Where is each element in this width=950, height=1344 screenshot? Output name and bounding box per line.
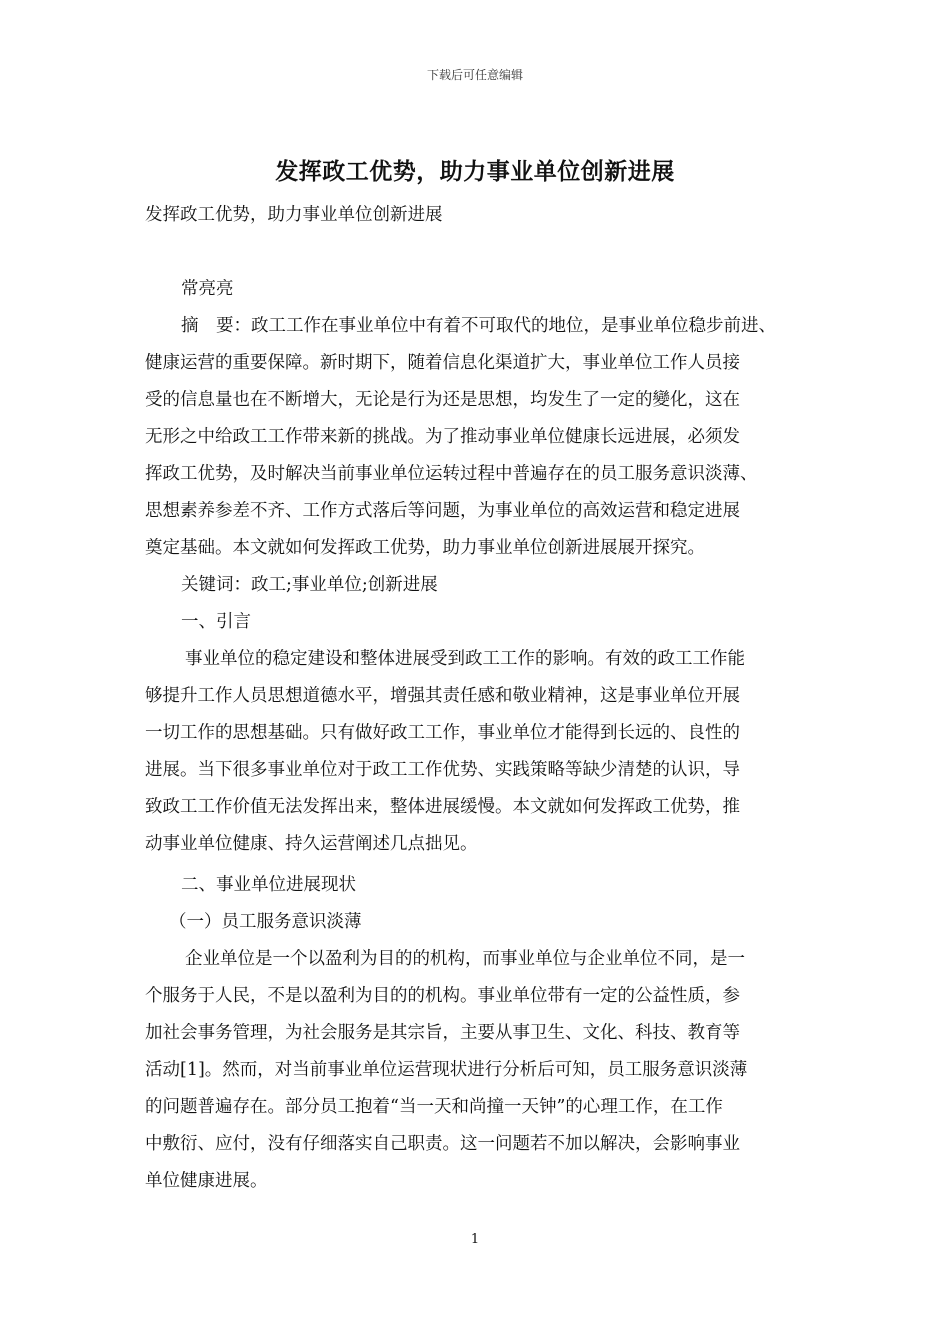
subsection-paragraph — [145, 941, 807, 1200]
section-heading-introduction: 一、引言 — [181, 612, 251, 632]
document-title: 发挥政工优势，助力事业单位创新进展 — [275, 158, 675, 185]
paragraph-line: 单位健康进展。 — [145, 1171, 268, 1191]
header-note: 下载后可任意编辑 — [426, 68, 523, 82]
paragraph-line: 加社会事务管理，为社会服务是其宗旨，主要从事卫生、文化、科技、教育等 — [145, 1023, 740, 1043]
abstract-line: 奠定基础。本文就如何发挥政工优势，助力事业单位创新进展展开探究。 — [145, 538, 705, 558]
document-main — [145, 271, 807, 1200]
paragraph-line: 够提升工作人员思想道德水平，增强其责任感和敬业精神，这是事业单位开展 — [145, 686, 740, 706]
paragraph-line: 企业单位是一个以盈利为目的的机构，而事业单位与企业单位不同，是一 — [185, 949, 745, 969]
paragraph-line: 致政工工作价值无法发挥出来，整体进展缓慢。本文就如何发挥政工优势，推 — [145, 797, 740, 817]
abstract-line: 无形之中给政工工作带来新的挑战。为了推动事业单位健康长远进展，必须发 — [145, 427, 740, 447]
paragraph-line: 事业单位的稳定建设和整体进展受到政工工作的影响。有效的政工工作能 — [185, 649, 745, 669]
document-body — [145, 197, 807, 234]
subsection-heading: （一）员工服务意识淡薄 — [169, 912, 362, 932]
paragraph-line: 的问题普遍存在。部分员工抱着“当一天和尚撞一天钟”的心理工作，在工作 — [145, 1097, 723, 1117]
author: 常亮亮 — [181, 279, 234, 299]
abstract-line: 思想素养参差不齐、工作方式落后等问题，为事业单位的高效运营和稳定进展 — [145, 501, 740, 521]
paragraph-line: 进展。当下很多事业单位对于政工工作优势、实践策略等缺少清楚的认识，导 — [145, 760, 740, 780]
document-subtitle: 发挥政工优势，助力事业单位创新进展 — [145, 205, 443, 225]
abstract-line: 健康运营的重要保障。新时期下，随着信息化渠道扩大，事业单位工作人员接 — [145, 353, 740, 373]
paragraph-line: 个服务于人民，不是以盈利为目的的机构。事业单位带有一定的公益性质，参 — [145, 986, 740, 1006]
abstract-line: 受的信息量也在不断增大，无论是行为还是思想，均发生了一定的變化，这在 — [145, 390, 740, 410]
section-heading-status: 二、事业单位进展现状 — [181, 875, 356, 895]
abstract-line: 摘 要：政工工作在事业单位中有着不可取代的地位，是事业单位稳步前进、 — [181, 316, 776, 336]
keywords: 关键词：政工;事业单位;创新进展 — [181, 575, 438, 595]
page-number: 1 — [470, 1232, 480, 1247]
paragraph-line: 一切工作的思想基础。只有做好政工工作，事业单位才能得到长远的、良性的 — [145, 723, 740, 743]
paragraph-line: 活动[1]。然而，对当前事业单位运营现状进行分析后可知，员工服务意识淡薄 — [145, 1060, 748, 1080]
paragraph-line: 中敷衍、应付，没有仔细落实自己职责。这一问题若不加以解决，会影响事业 — [145, 1134, 740, 1154]
abstract-line: 挥政工优势，及时解决当前事业单位运转过程中普遍存在的员工服务意识淡薄、 — [145, 464, 758, 484]
abstract-paragraph — [145, 308, 807, 567]
paragraph-line: 动事业单位健康、持久运营阐述几点拙见。 — [145, 834, 478, 854]
introduction-paragraph — [145, 641, 807, 863]
